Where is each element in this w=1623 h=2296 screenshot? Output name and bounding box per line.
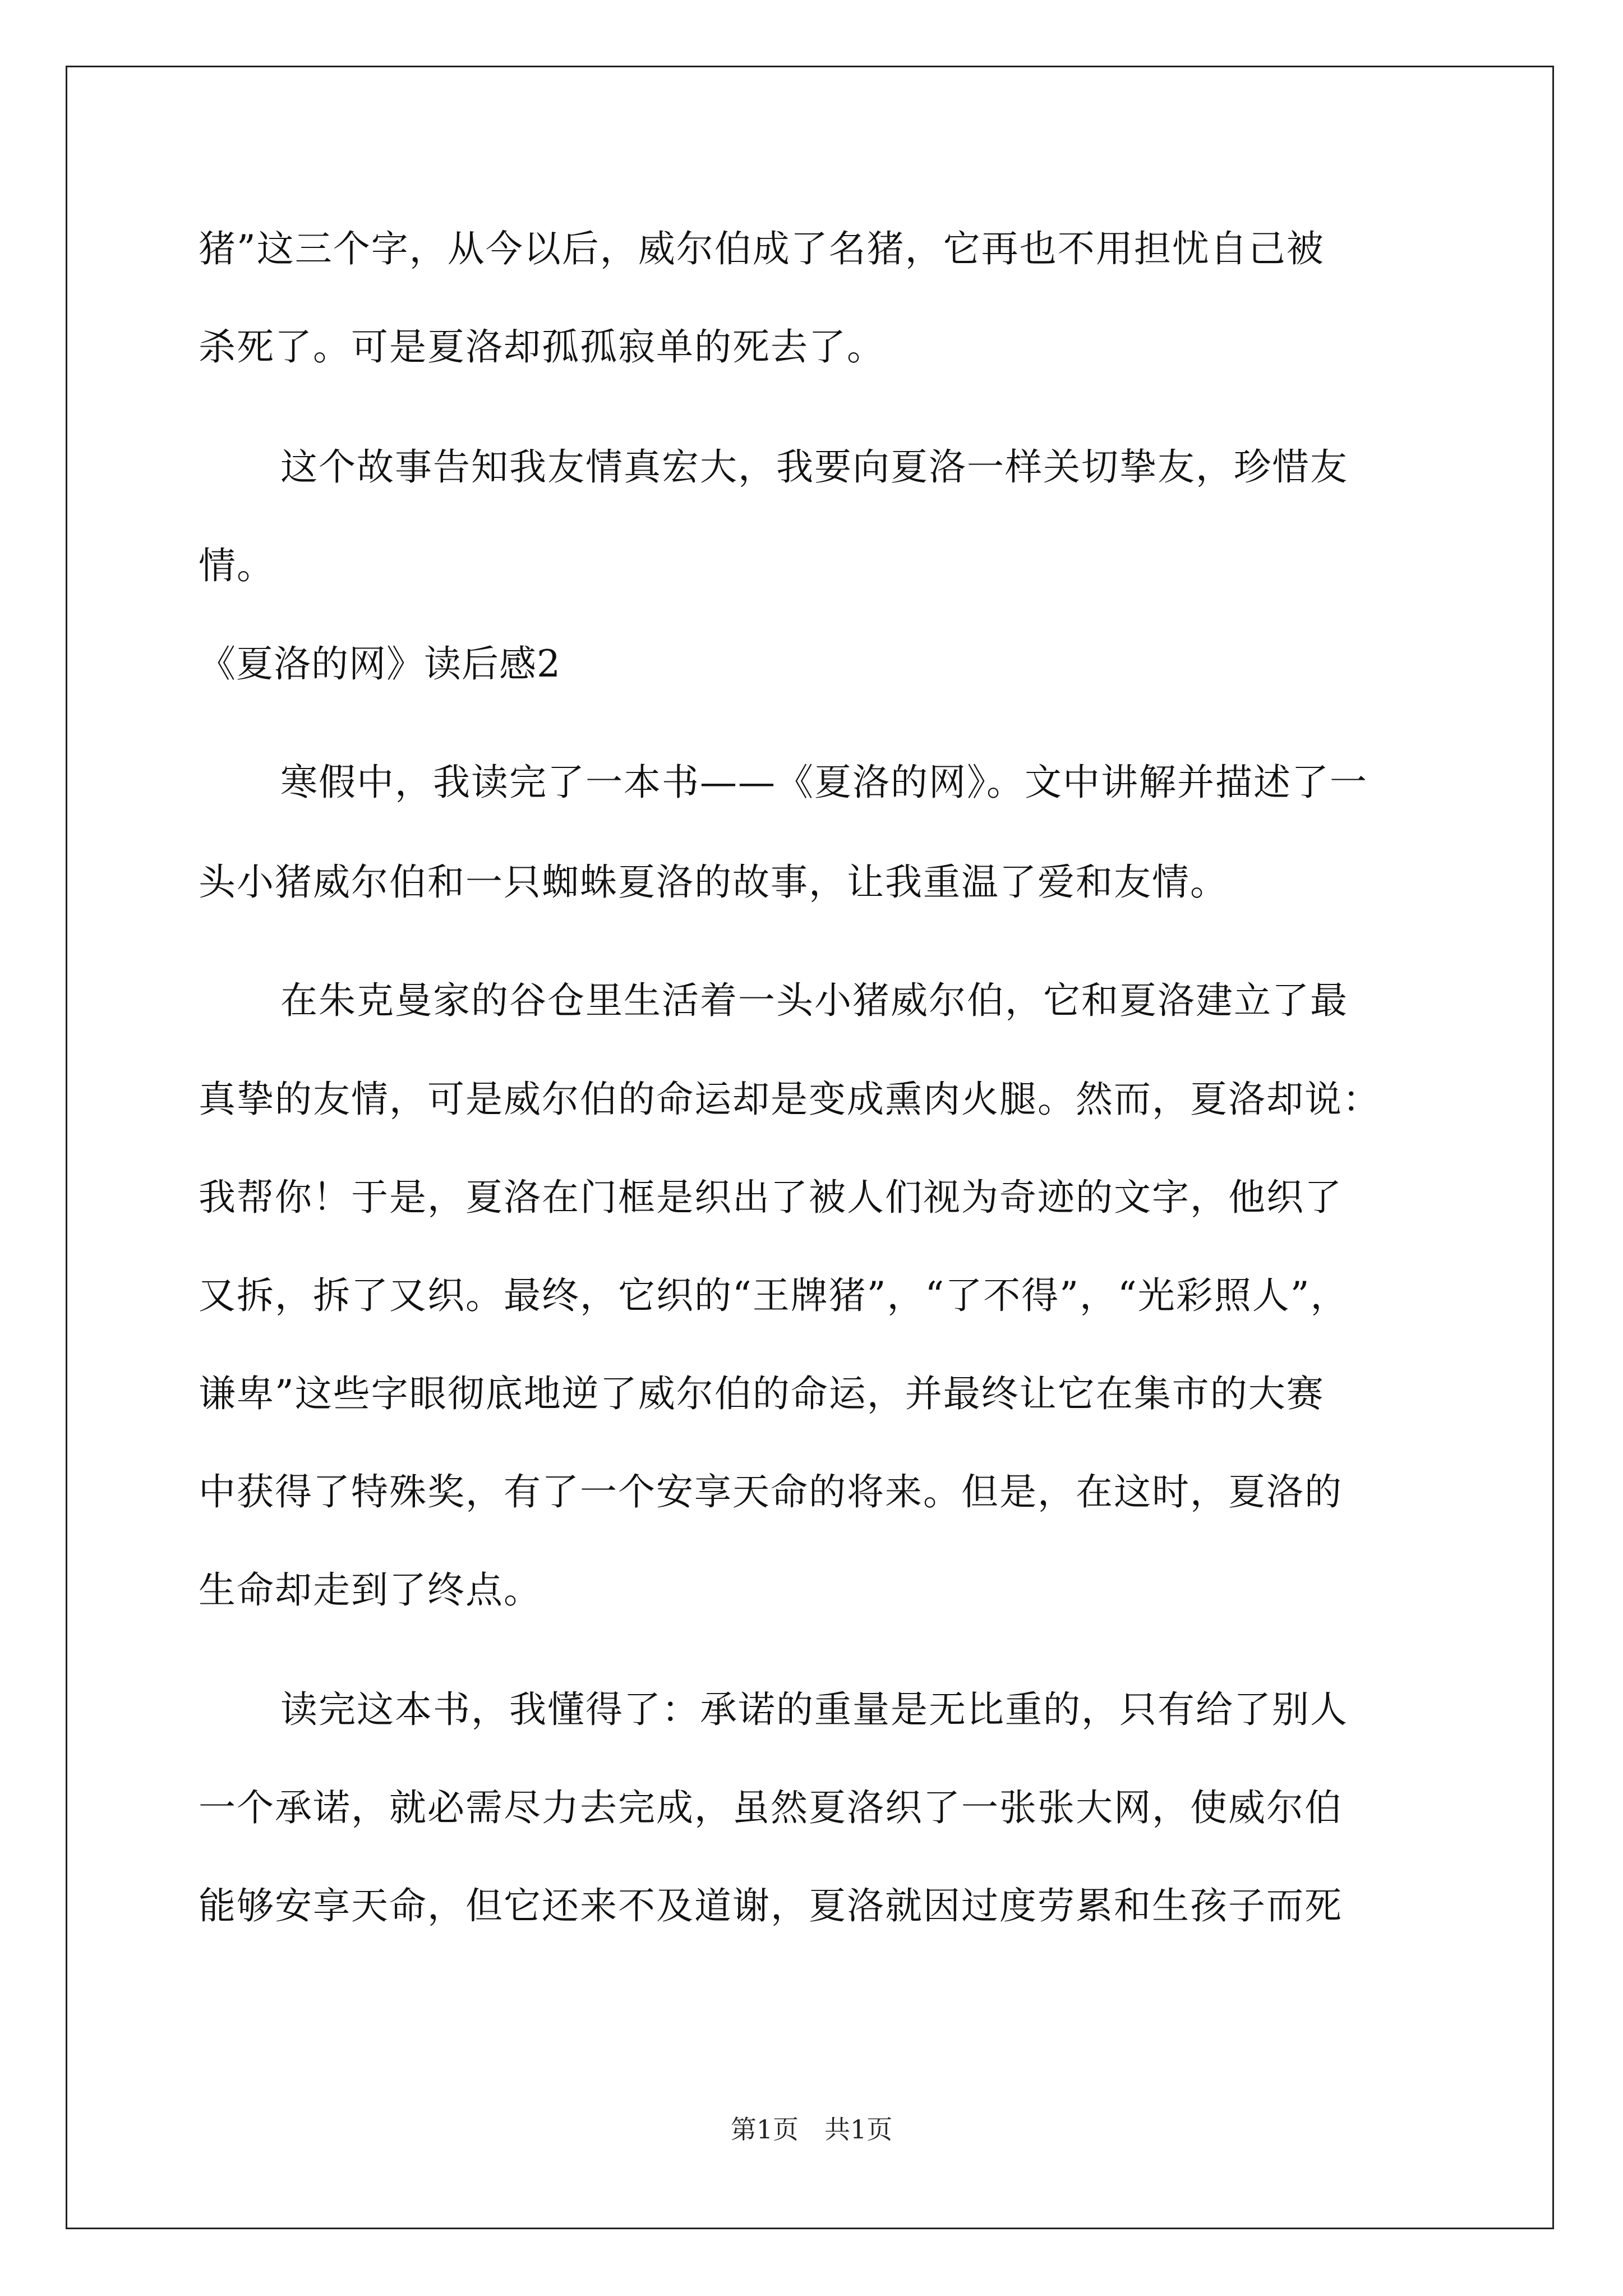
page-number-footer: 第1页 共1页 xyxy=(730,2114,893,2145)
text-line: 又拆，拆了又织。最终，它织的“王牌猪”，“了不得”，“光彩照人”， xyxy=(199,1274,1349,1317)
text-line: 在朱克曼家的谷仓里生活着一头小猪威尔伯，它和夏洛建立了最 xyxy=(280,979,1348,1022)
text-line: 头小猪威尔伯和一只蜘蛛夏洛的故事，让我重温了爱和友情。 xyxy=(199,861,1228,904)
text-line: 中获得了特殊奖，有了一个安享天命的将来。但是，在这时，夏洛的 xyxy=(199,1470,1343,1513)
text-line: 猪”这三个字，从今以后，威尔伯成了名猪，它再也不用担忧自己被 xyxy=(199,227,1325,270)
text-line: 杀死了。可是夏洛却孤孤寂单的死去了。 xyxy=(199,325,885,369)
text-line: 真挚的友情，可是威尔伯的命运却是变成熏肉火腿。然而，夏洛却说： xyxy=(199,1078,1381,1121)
text-line: 读完这本书，我懂得了：承诺的重量是无比重的，只有给了别人 xyxy=(280,1688,1348,1731)
text-line: 能够安享天命，但它还来不及道谢，夏洛就因过度劳累和生孩子而死 xyxy=(199,1884,1343,1927)
text-line: 这个故事告知我友情真宏大，我要向夏洛一样关切挚友，珍惜友 xyxy=(280,445,1348,489)
text-line: 情。 xyxy=(199,544,275,587)
text-line: 一个承诺，就必需尽力去完成，虽然夏洛织了一张张大网，使威尔伯 xyxy=(199,1786,1343,1829)
text-line: 寒假中，我读完了一本书——《夏洛的网》。文中讲解并描述了一 xyxy=(280,761,1368,804)
section-heading: 《夏洛的网》读后感2 xyxy=(199,642,561,685)
text-line: 谦卑”这些字眼彻底地逆了威尔伯的命运，并最终让它在集市的大赛 xyxy=(199,1372,1325,1415)
text-line: 我帮你！于是，夏洛在门框是织出了被人们视为奇迹的文字，他织了 xyxy=(199,1176,1343,1219)
text-line: 生命却走到了终点。 xyxy=(199,1568,542,1612)
